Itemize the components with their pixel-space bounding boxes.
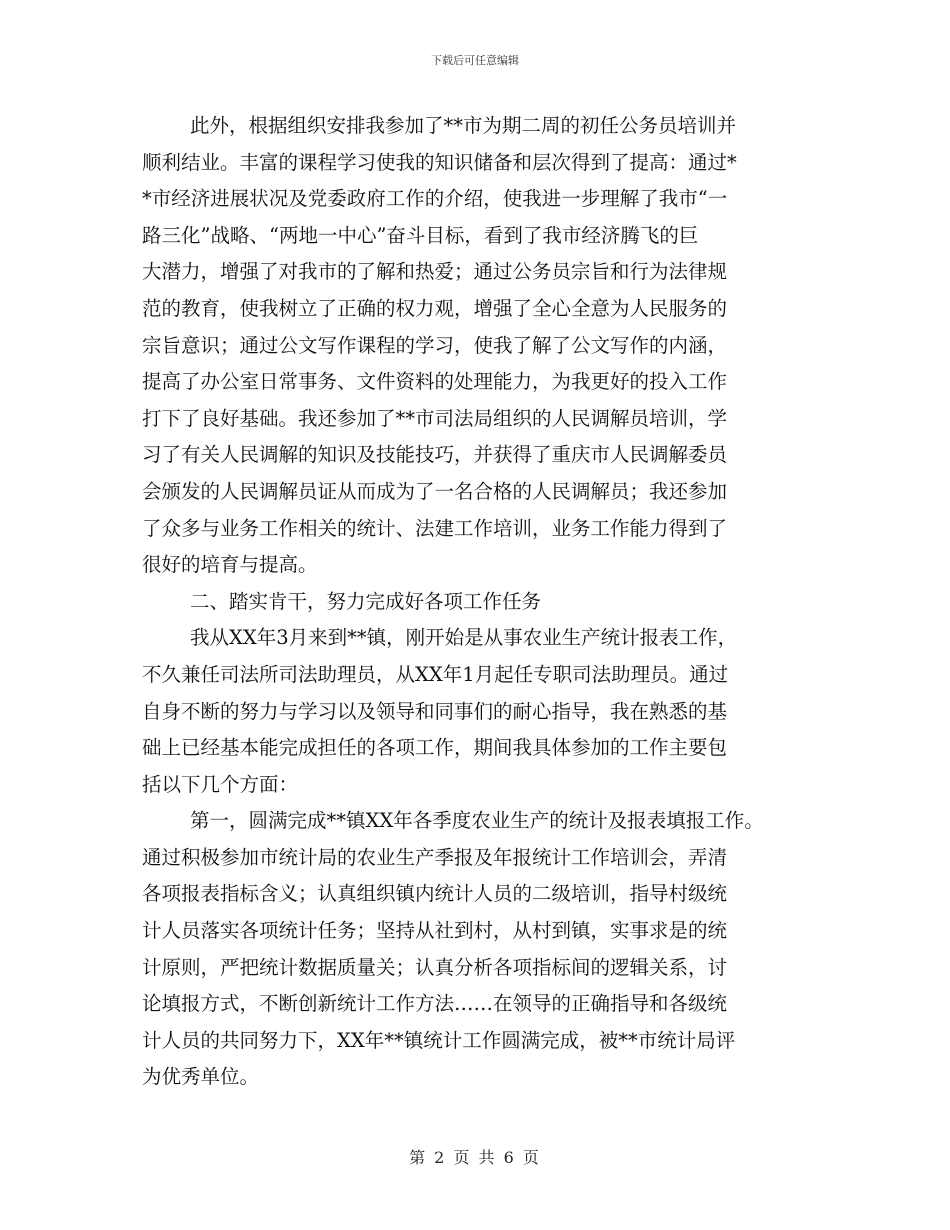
text-line: 此外，根据组织安排我参加了**市为期二周的初任公务员培训并 <box>190 114 737 137</box>
text-line: 打下了良好基础。我还参加了**市司法局组织的人民调解员培训，学 <box>142 406 728 430</box>
text-line: 习了有关人民调解的知识及技能技巧，并获得了重庆市人民调解委员 <box>142 443 728 467</box>
page-header: 下载后可任意编辑 <box>431 54 519 67</box>
text-line: 括以下几个方面： <box>142 772 299 796</box>
text-line: 计人员落实各项统计任务；坚持从社到村，从村到镇，实事求是的统 <box>142 919 728 943</box>
text-line: 路三化”战略、“两地一中心”奋斗目标，看到了我市经济腾飞的巨 <box>142 223 699 247</box>
text-line: 第一，圆满完成**镇XX年各季度农业生产的统计及报表填报工作。 <box>190 809 764 833</box>
text-line: 很好的培育与提高。 <box>142 553 318 577</box>
text-line: 了众多与业务工作相关的统计、法建工作培训，业务工作能力得到了 <box>142 516 728 540</box>
text-line: 论填报方式，不断创新统计工作方法……在领导的正确指导和各级统 <box>142 992 728 1016</box>
text-line: 大潜力，增强了对我市的了解和热爱；通过公务员宗旨和行为法律规 <box>142 260 728 284</box>
text-line: 顺利结业。丰富的课程学习使我的知识储备和层次得到了提高：通过* <box>142 150 737 174</box>
text-line: 不久兼任司法所司法助理员，从XX年1月起任专职司法助理员。通过 <box>142 662 729 686</box>
text-line: 自身不断的努力与学习以及领导和同事们的耐心指导，我在熟悉的基 <box>142 699 728 723</box>
text-line: 计人员的共同努力下，XX年**镇统计工作圆满完成，被**市统计局评 <box>142 1028 736 1052</box>
text-line: 础上已经基本能完成担任的各项工作，期间我具体参加的工作主要包 <box>142 736 728 760</box>
text-line: 会颁发的人民调解员证从而成为了一名合格的人民调解员；我还参加 <box>142 479 728 503</box>
page-number: 第 2 页 共 6 页 <box>409 1148 541 1167</box>
text-line: 提高了办公室日常事务、文件资料的处理能力，为我更好的投入工作 <box>142 370 728 394</box>
text-line: 宗旨意识；通过公文写作课程的学习，使我了解了公文写作的内涵， <box>142 333 728 357</box>
text-line: 计原则，严把统计数据质量关；认真分析各项指标间的逻辑关系，讨 <box>142 955 728 979</box>
text-line: 各项报表指标含义；认真组织镇内统计人员的二级培训，指导村级统 <box>142 882 728 906</box>
document-body <box>142 108 808 1096</box>
text-line: 范的教育，使我树立了正确的权力观，增强了全心全意为人民服务的 <box>142 296 728 320</box>
text-line: *市经济进展状况及党委政府工作的介绍，使我进一步理解了我市“一 <box>142 187 728 211</box>
text-line: 我从XX年3月来到**镇，刚开始是从事农业生产统计报表工作， <box>190 626 738 650</box>
text-line: 为优秀单位。 <box>142 1065 260 1089</box>
text-line: 通过积极参加市统计局的农业生产季报及年报统计工作培训会，弄清 <box>142 845 728 869</box>
text-line: 二、踏实肯干，努力完成好各项工作任务 <box>190 589 542 613</box>
